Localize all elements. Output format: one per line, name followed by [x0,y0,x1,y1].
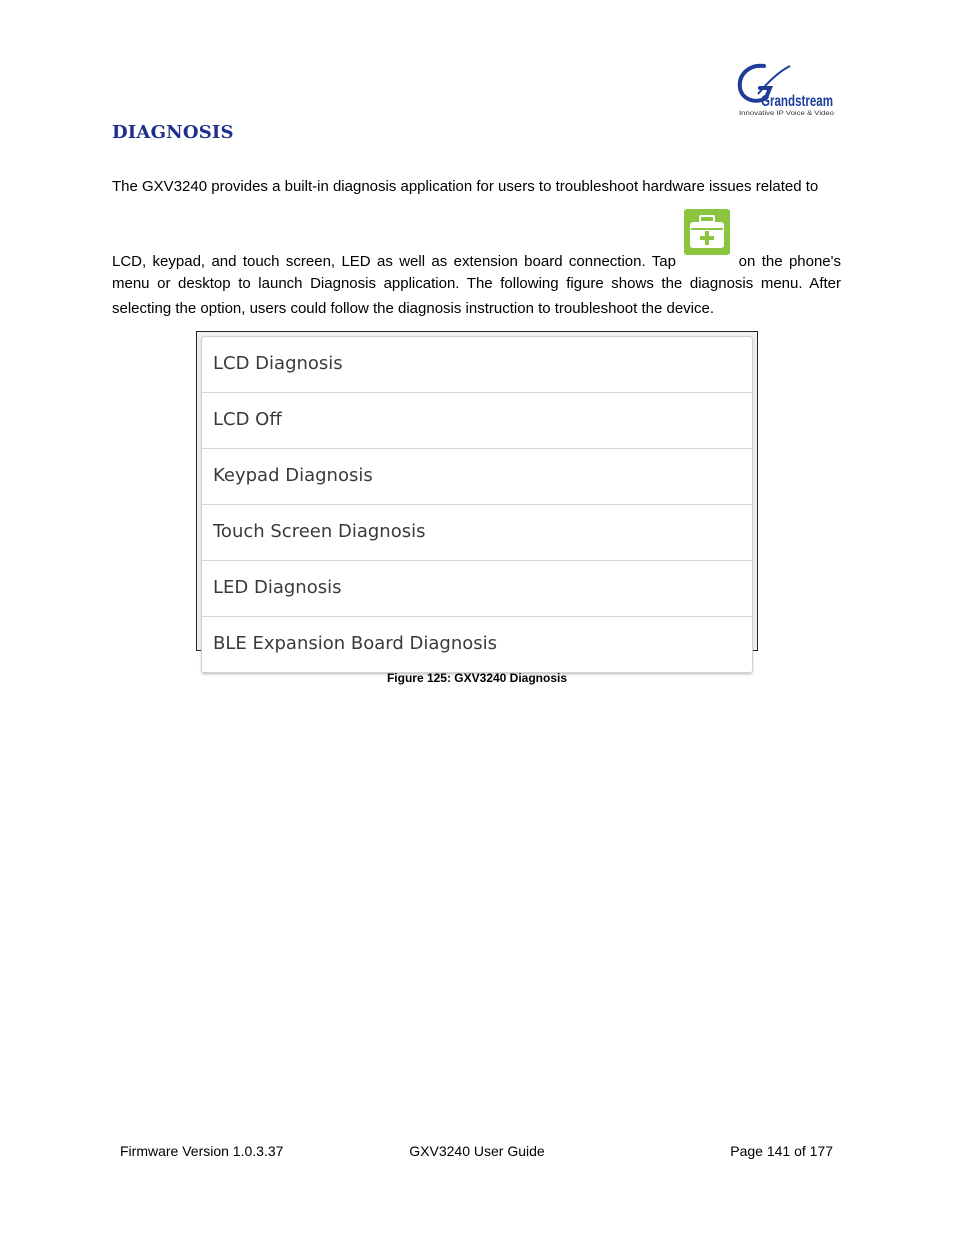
menu-item-led-diagnosis[interactable]: LED Diagnosis [202,561,752,617]
svg-text:Innovative IP Voice & Video: Innovative IP Voice & Video [739,110,835,117]
instruction-text-before-icon: LCD, keypad, and touch screen, LED as well as extension board connection. Tap [112,253,676,270]
grandstream-logo [734,60,838,120]
footer-guide-title: GXV3240 User Guide [409,1143,545,1159]
instruction-line-3: selecting the option, users could follow the diagnosis instruction to troubleshoot the device. [112,300,715,317]
svg-text:Grandstream: Grandstream [761,93,833,110]
menu-item-touch-screen-diagnosis[interactable]: Touch Screen Diagnosis [202,505,752,561]
instruction-line-2: menu or desktop to launch Diagnosis application. The following figure shows the diagnosis menu. After [112,275,841,292]
menu-item-keypad-diagnosis[interactable]: Keypad Diagnosis [202,449,752,505]
section-title: DIAGNOSIS [112,122,234,143]
figure-caption: Figure 125: GXV3240 Diagnosis [386,671,568,685]
menu-item-lcd-off[interactable]: LCD Off [202,393,752,449]
instruction-line-1 [112,226,841,273]
menu-item-ble-expansion-board-diagnosis[interactable]: BLE Expansion Board Diagnosis [202,617,752,673]
toolbox-plus-icon [684,209,730,255]
diagnosis-screenshot [196,331,758,654]
footer-page-number: Page 141 of 177 [730,1143,833,1159]
footer-firmware: Firmware Version 1.0.3.37 [120,1143,284,1159]
diagnosis-menu [201,336,753,674]
instruction-paragraph [112,226,841,320]
instruction-text-after-icon: on the phone's [738,253,842,270]
menu-item-lcd-diagnosis[interactable]: LCD Diagnosis [202,337,752,393]
intro-paragraph: The GXV3240 provides a built-in diagnosis application for users to troubleshoot hardware issues related to [112,178,819,195]
